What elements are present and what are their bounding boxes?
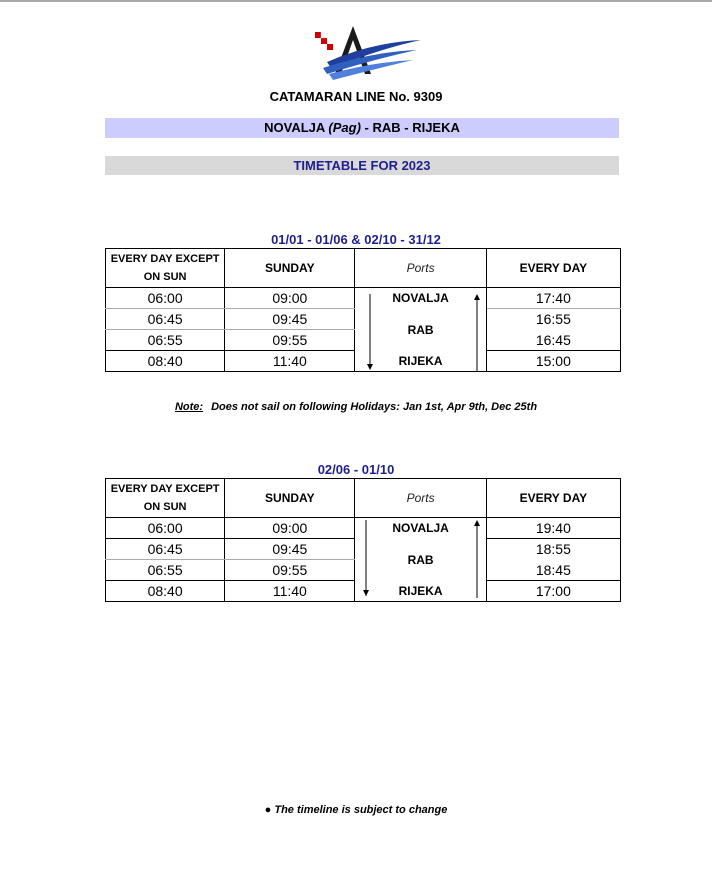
route-rest: - RAB - RIJEKA bbox=[360, 120, 460, 135]
cell-time: 18:55 bbox=[486, 539, 620, 560]
period-1: 01/01 - 01/06 & 02/10 - 31/12 bbox=[271, 232, 441, 247]
cell-time: 08:40 bbox=[106, 581, 225, 602]
holiday-note bbox=[0, 401, 712, 413]
header-row bbox=[106, 479, 621, 518]
header-everyday-except-sun: EVERY DAY EXCEPT ON SUN bbox=[106, 249, 225, 288]
cell-time: 09:55 bbox=[225, 330, 355, 351]
cell-time: 16:55 bbox=[486, 309, 620, 330]
footer-text: The timeline is subject to change bbox=[274, 804, 448, 816]
bullet-icon: ● bbox=[264, 804, 275, 816]
cell-time: 08:40 bbox=[106, 351, 225, 372]
port-label: RIJEKA bbox=[398, 353, 443, 368]
direction-arrows-2 bbox=[360, 514, 490, 602]
footer-note bbox=[0, 804, 712, 816]
cell-time: 06:00 bbox=[106, 288, 225, 309]
cell-time: 09:45 bbox=[225, 539, 355, 560]
line-title: CATAMARAN LINE No. 9309 bbox=[269, 89, 443, 104]
cell-time: 06:45 bbox=[106, 539, 225, 560]
cell-time: 06:55 bbox=[106, 330, 225, 351]
header-everyday-except-sun: EVERY DAY EXCEPT ON SUN bbox=[106, 479, 225, 518]
port-label: RIJEKA bbox=[398, 583, 443, 598]
cell-time: 06:55 bbox=[106, 560, 225, 581]
cell-time: 09:00 bbox=[225, 518, 355, 539]
port-label: RAB bbox=[407, 322, 434, 337]
header-everyday: EVERY DAY bbox=[486, 479, 620, 518]
route-banner bbox=[105, 118, 619, 138]
cell-time: 17:00 bbox=[486, 581, 620, 602]
cell-time: 11:40 bbox=[225, 351, 355, 372]
company-logo bbox=[313, 22, 423, 82]
cell-time: 16:45 bbox=[486, 330, 620, 351]
timetable-title: TIMETABLE FOR 2023 bbox=[105, 156, 619, 175]
route-pag: (Pag) bbox=[328, 120, 361, 135]
header-sunday: SUNDAY bbox=[225, 479, 355, 518]
cell-time: 19:40 bbox=[486, 518, 620, 539]
header-sunday: SUNDAY bbox=[225, 249, 355, 288]
cell-time: 18:45 bbox=[486, 560, 620, 581]
cell-time: 06:45 bbox=[106, 309, 225, 330]
cell-time: 17:40 bbox=[486, 288, 620, 309]
down-arrow-icon bbox=[363, 590, 369, 596]
up-arrow-icon bbox=[474, 520, 480, 526]
period-2: 02/06 - 01/10 bbox=[317, 462, 395, 477]
port-label: NOVALJA bbox=[392, 291, 449, 306]
route-novalja: NOVALJA bbox=[264, 120, 325, 135]
port-label: RAB bbox=[407, 552, 434, 567]
down-arrow-icon bbox=[367, 364, 373, 370]
top-rule bbox=[0, 0, 712, 2]
header-ports: Ports bbox=[355, 479, 486, 518]
cell-time: 11:40 bbox=[225, 581, 355, 602]
up-arrow-icon bbox=[474, 294, 480, 300]
cell-time: 09:00 bbox=[225, 288, 355, 309]
direction-arrows-1 bbox=[360, 288, 490, 376]
header-everyday: EVERY DAY bbox=[486, 249, 620, 288]
cell-time: 09:55 bbox=[225, 560, 355, 581]
port-label: NOVALJA bbox=[392, 521, 449, 536]
note-text: Does not sail on following Holidays: Jan 1st, Apr 9th, Dec 25th bbox=[211, 401, 538, 413]
header-row bbox=[106, 249, 621, 288]
header-ports: Ports bbox=[355, 249, 486, 288]
cell-time: 06:00 bbox=[106, 518, 225, 539]
cell-time: 09:45 bbox=[225, 309, 355, 330]
note-label: Note: bbox=[174, 401, 204, 413]
cell-time: 15:00 bbox=[486, 351, 620, 372]
